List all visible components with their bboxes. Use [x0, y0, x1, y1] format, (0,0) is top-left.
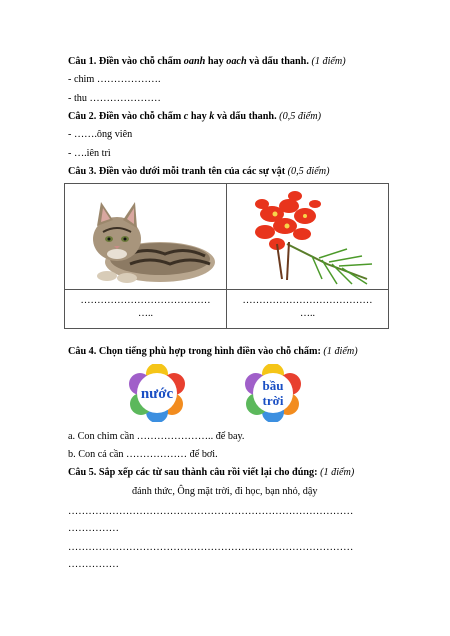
q5-answer-line-4[interactable]: …………… [68, 559, 119, 570]
flower-nuoc-label: nước [140, 386, 174, 402]
q5-answer-line-3[interactable]: ………………………………………………………………………… [68, 542, 354, 553]
question-5: Câu 5. Sắp xếp các từ sau thành câu rồi viết lại cho đúng: (1 điểm) [68, 467, 355, 478]
q2-line-1[interactable]: - …….ông viên [68, 129, 133, 140]
q2-line-2[interactable]: - ….iên trì [68, 148, 111, 159]
flower-bau-troi [244, 364, 302, 422]
q4-line-a[interactable]: a. Con chim cần ………………….. để bay. [68, 431, 245, 442]
flower-drawing [227, 184, 387, 289]
question-1: Câu 1. Điền vào chỗ chấm oanh hay oach và dấu thanh. (1 điểm) [68, 56, 346, 67]
q5-words: đánh thức, Ông mặt trời, đi học, bạn nhỏ, dậy [132, 486, 318, 497]
picture-table [64, 183, 389, 329]
q5-answer-line-2[interactable]: …………… [68, 523, 119, 534]
flower-troi-label: trời [262, 393, 284, 408]
cat-drawing [65, 184, 225, 289]
question-4: Câu 4. Chọn tiếng phù hợp trong hình điền vào chỗ chấm: (1 điểm) [68, 346, 358, 357]
q1-line-2[interactable]: - thu ………………… [68, 93, 161, 104]
cat-image [65, 184, 226, 289]
question-2: Câu 2. Điền vào chỗ chấm c hay k và dấu thanh. (0,5 điểm) [68, 111, 322, 122]
flower-nuoc [128, 364, 186, 422]
q4-line-b[interactable]: b. Con cá cần ……………… để bơi. [68, 449, 218, 460]
flame-tree-flower-image [227, 184, 388, 289]
q1-line-1[interactable]: - chim ………………. [68, 74, 161, 85]
caption-answer-1[interactable]: ………………………………… ….. [80, 295, 211, 319]
flower-bau-label: bầu [262, 378, 284, 393]
question-3: Câu 3. Điền vào dưới mỗi tranh tên của các sự vật (0,5 điểm) [68, 166, 330, 177]
caption-answer-2[interactable]: ………………………………… ….. [242, 295, 373, 319]
q5-answer-line-1[interactable]: ………………………………………………………………………… [68, 506, 354, 517]
